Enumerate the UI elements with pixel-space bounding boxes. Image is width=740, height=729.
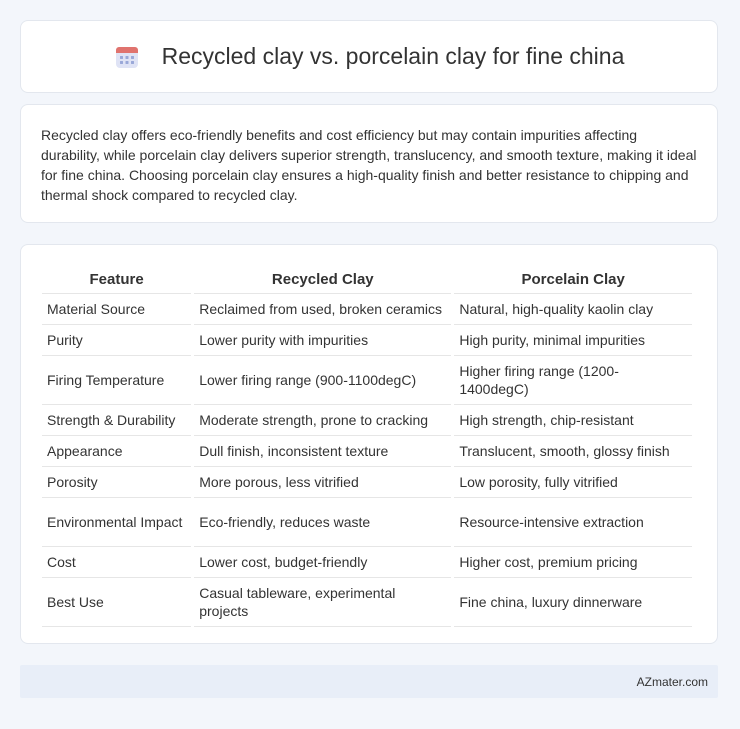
recycled-clay-cell: More porous, less vitrified (194, 467, 451, 498)
porcelain-clay-cell: Higher cost, premium pricing (454, 547, 692, 578)
porcelain-clay-cell: Translucent, smooth, glossy finish (454, 436, 692, 467)
table-header-row (42, 265, 692, 294)
feature-cell: Purity (42, 325, 191, 356)
summary-text: Recycled clay offers eco-friendly benefits and cost efficiency but may contain impurities affecting durability, while porcelain clay delivers superior strength, translucency, and smooth texture, making it ideal for fine china. Choosing porcelain clay ensures a high-quality finish and better resistance to chipping and thermal shock compared to recycled clay. (41, 127, 697, 203)
feature-cell: Best Use (42, 578, 191, 627)
porcelain-clay-cell: High strength, chip-resistant (454, 405, 692, 436)
feature-cell: Strength & Durability (42, 405, 191, 436)
porcelain-clay-cell: Natural, high-quality kaolin clay (454, 294, 692, 325)
feature-cell: Firing Temperature (42, 356, 191, 405)
recycled-clay-cell: Moderate strength, prone to cracking (194, 405, 451, 436)
table-row (42, 356, 692, 405)
feature-cell: Porosity (42, 467, 191, 498)
recycled-clay-cell: Casual tableware, experimental projects (194, 578, 451, 627)
page-title: Recycled clay vs. porcelain clay for fine china (161, 43, 625, 69)
porcelain-clay-cell: Low porosity, fully vitrified (454, 467, 692, 498)
footer-site-link[interactable]: AZmater.com (636, 674, 708, 689)
table-row (42, 498, 692, 547)
calendar-icon (114, 44, 140, 70)
column-header-porcelain-clay: Porcelain Clay (454, 265, 692, 294)
comparison-table (39, 265, 695, 627)
table-row (42, 294, 692, 325)
feature-cell: Material Source (42, 294, 191, 325)
porcelain-clay-cell: High purity, minimal impurities (454, 325, 692, 356)
table-row (42, 467, 692, 498)
column-header-recycled-clay: Recycled Clay (194, 265, 451, 294)
table-row (42, 405, 692, 436)
table-row (42, 325, 692, 356)
title-row (21, 21, 717, 92)
recycled-clay-cell: Lower cost, budget-friendly (194, 547, 451, 578)
feature-cell: Cost (42, 547, 191, 578)
feature-cell: Appearance (42, 436, 191, 467)
recycled-clay-cell: Lower firing range (900-1100degC) (194, 356, 451, 405)
table-row (42, 547, 692, 578)
recycled-clay-cell: Eco-friendly, reduces waste (194, 498, 451, 547)
feature-cell: Environmental Impact (42, 498, 191, 547)
table-row (42, 436, 692, 467)
footer (20, 665, 718, 698)
recycled-clay-cell: Reclaimed from used, broken ceramics (194, 294, 451, 325)
porcelain-clay-cell: Resource-intensive extraction (454, 498, 692, 547)
comparison-table-card (20, 244, 718, 644)
column-header-feature: Feature (42, 265, 191, 294)
recycled-clay-cell: Dull finish, inconsistent texture (194, 436, 451, 467)
title-card (20, 20, 718, 93)
summary-card (20, 104, 718, 223)
porcelain-clay-cell: Fine china, luxury dinnerware (454, 578, 692, 627)
porcelain-clay-cell: Higher firing range (1200-1400degC) (454, 356, 692, 405)
table-row (42, 578, 692, 627)
recycled-clay-cell: Lower purity with impurities (194, 325, 451, 356)
